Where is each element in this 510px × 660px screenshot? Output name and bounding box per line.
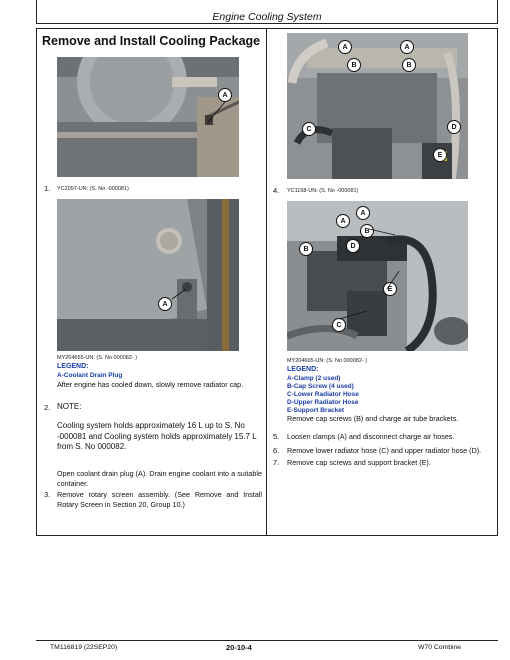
legend-2-item-d: D-Upper Radiator Hose <box>287 399 359 406</box>
legend-1-item-a: A-Coolant Drain Plug <box>57 372 123 379</box>
step-1-number: 1. <box>44 184 51 193</box>
step-1-text: After engine has cooled down, slowly remove radiator cap. <box>57 380 244 389</box>
callout-b-photo-4-right: B <box>360 224 374 238</box>
step-4-number: 4. <box>273 186 280 195</box>
step-1-caption: YC2097-UN: (S. No -000081) <box>57 186 129 192</box>
callout-d-photo-4: D <box>346 239 360 253</box>
legend-2-item-a: A-Clamp (2 used) <box>287 375 341 382</box>
callout-c-photo-4: C <box>332 318 346 332</box>
step-7-number: 7. <box>273 458 280 467</box>
legend-1-title: LEGEND: <box>57 363 89 370</box>
legend-2-item-b: B-Cap Screw (4 used) <box>287 383 354 390</box>
footer-rule <box>36 640 498 641</box>
page-title: Remove and Install Cooling Package <box>42 34 261 48</box>
callout-a-photo-3-left: A <box>338 40 352 54</box>
leader-lines-photo-4 <box>287 201 468 351</box>
callout-a-photo-1: A <box>218 88 232 102</box>
step-5-number: 5. <box>273 432 280 441</box>
step-2-text: Open coolant drain plug (A). Drain engine coolant into a suitable container. <box>57 469 262 488</box>
photo-2-illustration <box>57 199 239 351</box>
callout-d-photo-3: D <box>447 120 461 134</box>
callout-b-photo-3-left: B <box>347 58 361 72</box>
callout-b-photo-4-left: B <box>299 242 313 256</box>
callout-b-photo-3-right: B <box>402 58 416 72</box>
footer-page-number: 20-10-4 <box>226 643 252 652</box>
callout-e-photo-3: E <box>433 148 447 162</box>
section-header: Engine Cooling System <box>212 11 322 23</box>
callout-a-photo-4-top: A <box>356 206 370 220</box>
step-3-text: Remove rotary screen assembly. (See Remove and Install Rotary Screen in Section 20, Group 10.) <box>57 490 262 509</box>
step-4-caption: YC1158-UN: (S. No -000081) <box>287 188 359 194</box>
leader-line-photo-2 <box>170 285 190 305</box>
legend-2-title: LEGEND: <box>287 366 319 373</box>
leader-line-photo-1 <box>205 100 230 125</box>
footer-doc-id: TM116819 (22SEP20) <box>50 644 118 651</box>
step-6-number: 6. <box>273 446 280 455</box>
step-2-note-text: Cooling system holds approximately 16 L up to S. No -000081 and Cooling system holds approximately 15.7 L from S. No 000082. <box>57 421 257 451</box>
legend-2-item-c: C-Lower Radiator Hose <box>287 391 359 398</box>
callout-a-photo-2: A <box>158 297 172 311</box>
photo-4-caption: MY204665-UN: (S. No 000082- ) <box>287 358 368 364</box>
footer-product: W70 Combine <box>418 644 462 651</box>
step-7-text: Remove cap screws and support bracket (E). <box>287 458 431 467</box>
callout-c-photo-3: C <box>302 122 316 136</box>
column-divider <box>266 28 267 536</box>
photo-coolant-drain-plug <box>57 199 239 351</box>
callout-e-photo-4: E <box>383 282 397 296</box>
step-2-number: 2. <box>44 403 51 412</box>
step-5-text: Loosen clamps (A) and disconnect charge air hoses. <box>287 432 455 441</box>
step-2-note-label: NOTE: <box>57 402 82 411</box>
step-6-text: Remove lower radiator hose (C) and upper radiator hose (D). <box>287 446 482 455</box>
photo-2-caption: MY204655-UN: (S. No 000082- ) <box>57 355 138 361</box>
step-3-number: 3. <box>44 490 51 499</box>
legend-2-item-e: E-Support Bracket <box>287 407 345 414</box>
callout-a-photo-3-right: A <box>400 40 414 54</box>
callout-a-photo-4-left: A <box>336 214 350 228</box>
step-4-text: Remove cap screws (B) and charge air tube brackets. <box>287 414 459 423</box>
